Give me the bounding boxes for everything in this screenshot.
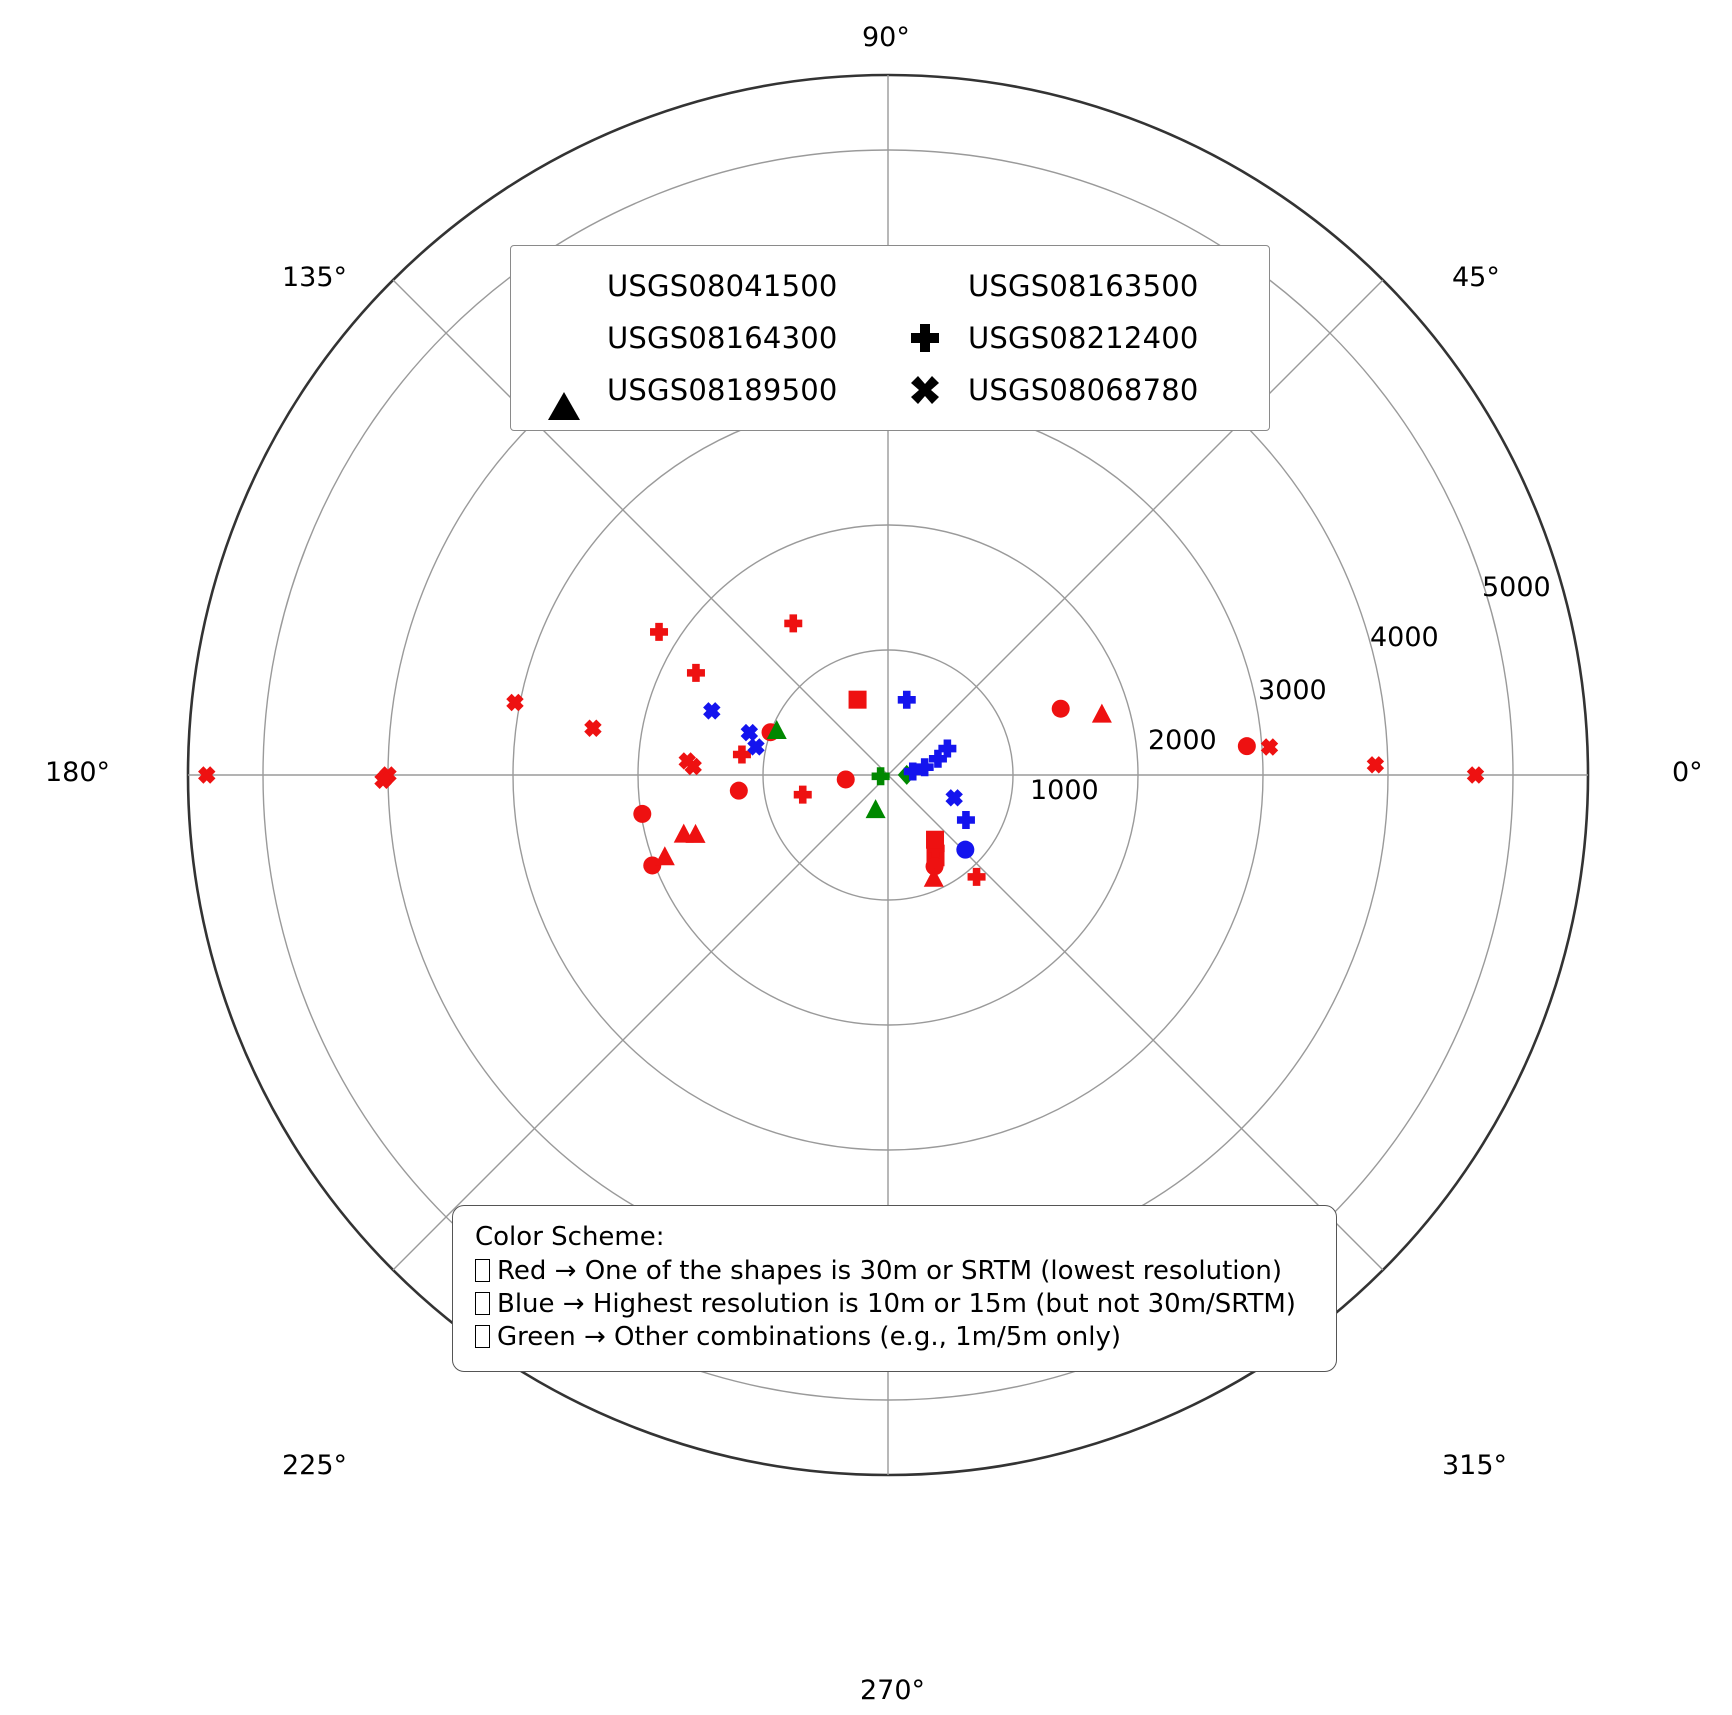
theta-tick-270: 270° [860, 1675, 926, 1706]
diamond-icon [908, 269, 942, 303]
r-tick-2000: 2000 [1148, 725, 1217, 756]
legend-item-2[interactable] [529, 321, 890, 355]
legend-label-3: USGS08212400 [968, 321, 1199, 355]
color-scheme-line-red [475, 1255, 1314, 1288]
missing-glyph-icon [475, 1292, 490, 1315]
plus-icon [908, 321, 942, 355]
r-tick-4000: 4000 [1370, 622, 1439, 653]
legend-item-0[interactable] [529, 269, 890, 303]
triangle-icon [547, 373, 581, 407]
missing-glyph-icon [475, 1325, 490, 1348]
color-scheme-text-green: Green → Other combinations (e.g., 1m/5m only) [497, 1321, 1122, 1352]
legend-item-4[interactable] [529, 373, 890, 407]
r-tick-5000: 5000 [1482, 572, 1551, 603]
theta-tick-315: 315° [1442, 1450, 1508, 1481]
legend-item-3[interactable] [890, 321, 1251, 355]
r-tick-1000: 1000 [1030, 775, 1099, 806]
theta-tick-135: 135° [282, 262, 348, 293]
theta-tick-45: 45° [1452, 262, 1500, 293]
color-scheme-title: Color Scheme: [475, 1222, 665, 1252]
theta-tick-225: 225° [282, 1450, 348, 1481]
x-icon [908, 373, 942, 407]
theta-tick-90: 90° [862, 22, 910, 53]
square-icon [547, 321, 581, 355]
color-scheme-line-green [475, 1321, 1314, 1354]
legend-item-5[interactable] [890, 373, 1251, 407]
legend-label-1: USGS08163500 [968, 269, 1199, 303]
circle-icon [547, 269, 581, 303]
r-tick-3000: 3000 [1258, 675, 1327, 706]
color-scheme-line-blue [475, 1288, 1314, 1321]
legend-label-0: USGS08041500 [607, 269, 838, 303]
missing-glyph-icon [475, 1259, 490, 1282]
color-scheme-text-red: Red → One of the shapes is 30m or SRTM (lowest resolution) [497, 1256, 1283, 1286]
color-scheme-legend [452, 1205, 1337, 1372]
legend-item-1[interactable] [890, 269, 1251, 303]
theta-tick-180: 180° [45, 757, 111, 788]
legend-label-5: USGS08068780 [968, 373, 1199, 407]
legend-label-2: USGS08164300 [607, 321, 838, 355]
color-scheme-text-blue: Blue → Highest resolution is 10m or 15m (but not 30m/SRTM) [497, 1288, 1296, 1319]
series-legend [510, 245, 1270, 431]
legend-label-4: USGS08189500 [607, 373, 838, 407]
theta-tick-0: 0° [1672, 757, 1703, 788]
